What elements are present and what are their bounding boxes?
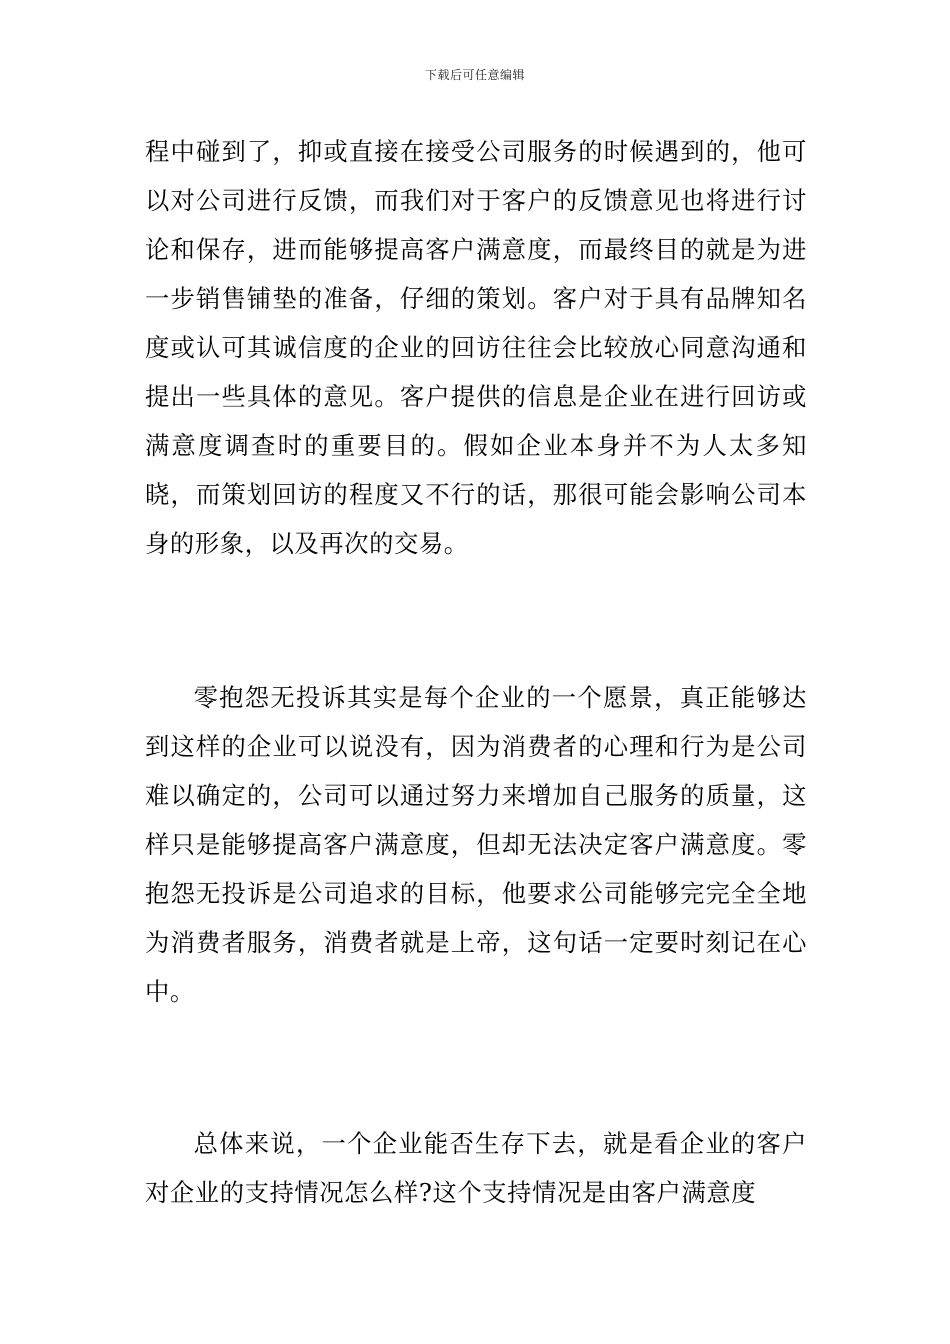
paragraph-3 bbox=[145, 1119, 807, 1217]
paragraph-1 bbox=[145, 127, 807, 568]
page-header: 下载后可任意编辑 bbox=[424, 68, 525, 82]
paragraph-2 bbox=[145, 673, 807, 1016]
paragraph-text: 总体来说，一个企业能否生存下去，就是看企业的客户对企业的支持情况怎么样?这个支持情况是由客户满意度 bbox=[145, 1129, 807, 1207]
paragraph-text: 程中碰到了，抑或直接在接受公司服务的时候遇到的，他可以对公司进行反馈，而我们对于客户的反馈意见也将进行讨论和保存，进而能够提高客户满意度，而最终目的就是为进一步销售铺垫的准备，仔细的策划。客户对于具有品牌知名度或认可其诚信度的企业的回访往往会比较放心同意沟通和提出一些具体的意见。客户提供的信息是企业在进行回访或满意度调查时的重要目的。假如企业本身并不为人太多知晓，而策划回访的程度又不行的话，那很可能会影响公司本身的形象，以及再次的交易。 bbox=[145, 137, 807, 558]
paragraph-text: 零抱怨无投诉其实是每个企业的一个愿景，真正能够达到这样的企业可以说没有，因为消费者的心理和行为是公司难以确定的，公司可以通过努力来增加自己服务的质量，这样只是能够提高客户满意度，但却无法决定客户满意度。零抱怨无投诉是公司追求的目标，他要求公司能够完完全全地为消费者服务，消费者就是上帝，这句话一定要时刻记在心中。 bbox=[145, 683, 807, 1006]
